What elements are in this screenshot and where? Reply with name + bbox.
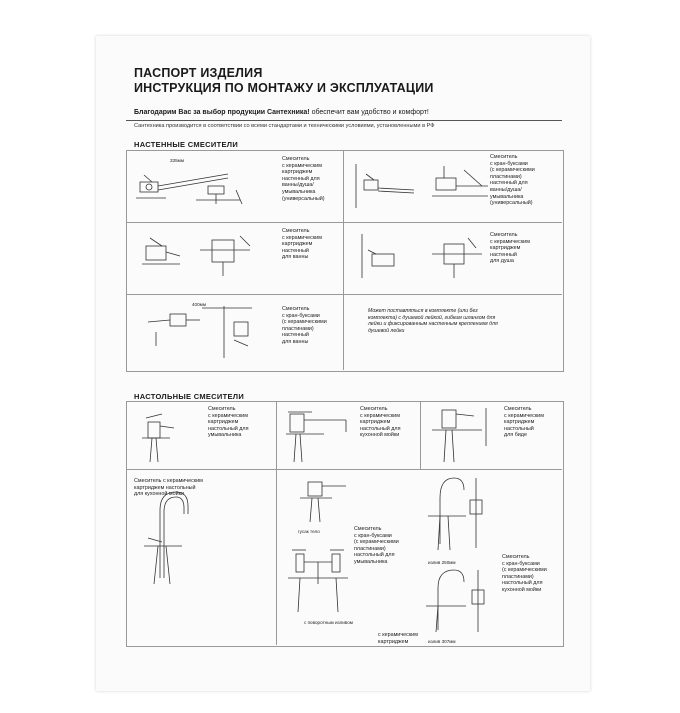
wall-bath-mixer-drawing (140, 230, 260, 280)
spout-307-label: излив 307мм (428, 639, 456, 644)
table-item-caption: Смеситель с керамическим картриджем настольный для умывальника (208, 406, 249, 439)
kitchen-mixer-drawing (284, 408, 354, 466)
thanks-bold: Благодарим Вас за выбор продукции Сантехника! (134, 109, 310, 116)
production-note: Сантехника производится в соответствии со всеми стандартами и техническими условиями, установленными в РФ (134, 123, 435, 129)
passport-sheet (96, 36, 590, 691)
rotary-spout-label: с поворотным изливом (304, 620, 353, 625)
doc-title: ПАСПОРТ ИЗДЕЛИЯ (134, 66, 263, 80)
table-item-caption: Смеситель с кран-буксами (с керамическими пластинами) настольный для кухонной мойки (502, 554, 547, 593)
thanks-line (134, 109, 429, 116)
dim-335: 335мм (170, 158, 184, 163)
wall-valve-mixer-drawing (352, 160, 492, 212)
kitchen-valve-mixer-long-drawing (422, 566, 496, 636)
spout-type-label: гусак тело (298, 529, 320, 534)
table-item-caption: Смеситель с керамическим картриджем настольный для биде (504, 406, 544, 439)
kitchen-gooseneck-mixer-drawing (138, 488, 198, 588)
wall-grid-row-line (126, 222, 562, 223)
table-grid-divider (276, 401, 277, 645)
wall-valve-bath-mixer-drawing (142, 302, 262, 362)
wall-section-title: НАСТЕННЫЕ СМЕСИТЕЛИ (134, 140, 239, 149)
wall-universal-mixer-drawing (136, 160, 246, 210)
spout-250-label: излив 250мм (428, 560, 456, 565)
two-valve-basin-mixer-drawing (286, 540, 356, 616)
header-rule (126, 120, 562, 121)
table-grid-divider (420, 401, 421, 469)
wall-shower-mixer-drawing (358, 232, 488, 282)
thanks-rest: обеспечит вам удобство и комфорт! (309, 109, 429, 116)
rotary-kitchen-mixer-drawing (292, 476, 352, 526)
wall-item-caption: Смеситель с кран-буксами (с керамическими пластинами) настенный для ванны/душа/ умывальника (универсальный) (490, 154, 535, 207)
ceramic-cartridge-label: с керамическим картриджем (378, 632, 418, 645)
table-item-caption: Смеситель с керамическим картриджем настольный для кухонной мойки (134, 478, 203, 498)
wall-item-caption: Смеситель с кран-буксами (с керамическими пластинами) настенный для ванны (282, 306, 327, 345)
dim-400: 400мм (192, 302, 206, 307)
wall-item-caption: Смеситель с керамическим картриджем настенный для ванны/душа/ умывальника (универсальный) (282, 156, 325, 202)
table-item-caption: Смеситель с кран-буксами (с керамическими пластинами) настольный для умывальника (354, 526, 399, 565)
wall-kit-note: Может поставляться в комплекте (или без комплекта) с душевой лейкой, гибким шлангом для лейки и фиксированным настенным креплением для душевой лейки (368, 308, 498, 334)
wall-item-caption: Смеситель с керамическим картриджем настенный для ванны (282, 228, 322, 261)
table-section-title: НАСТОЛЬНЫЕ СМЕСИТЕЛИ (134, 392, 245, 401)
table-grid-row-line (126, 469, 562, 470)
kitchen-valve-mixer-drawing (426, 474, 496, 554)
basin-mixer-drawing (140, 408, 190, 466)
bidet-mixer-drawing (428, 406, 498, 466)
table-item-caption: Смеситель с керамическим картриджем настольный для кухонной мойки (360, 406, 401, 439)
doc-subtitle: ИНСТРУКЦИЯ ПО МОНТАЖУ И ЭКСПЛУАТАЦИИ (134, 81, 434, 95)
wall-grid-row-line (126, 294, 562, 295)
wall-grid-divider (343, 150, 344, 370)
wall-item-caption: Смеситель с керамическим картриджем настенный для душа (490, 232, 530, 265)
